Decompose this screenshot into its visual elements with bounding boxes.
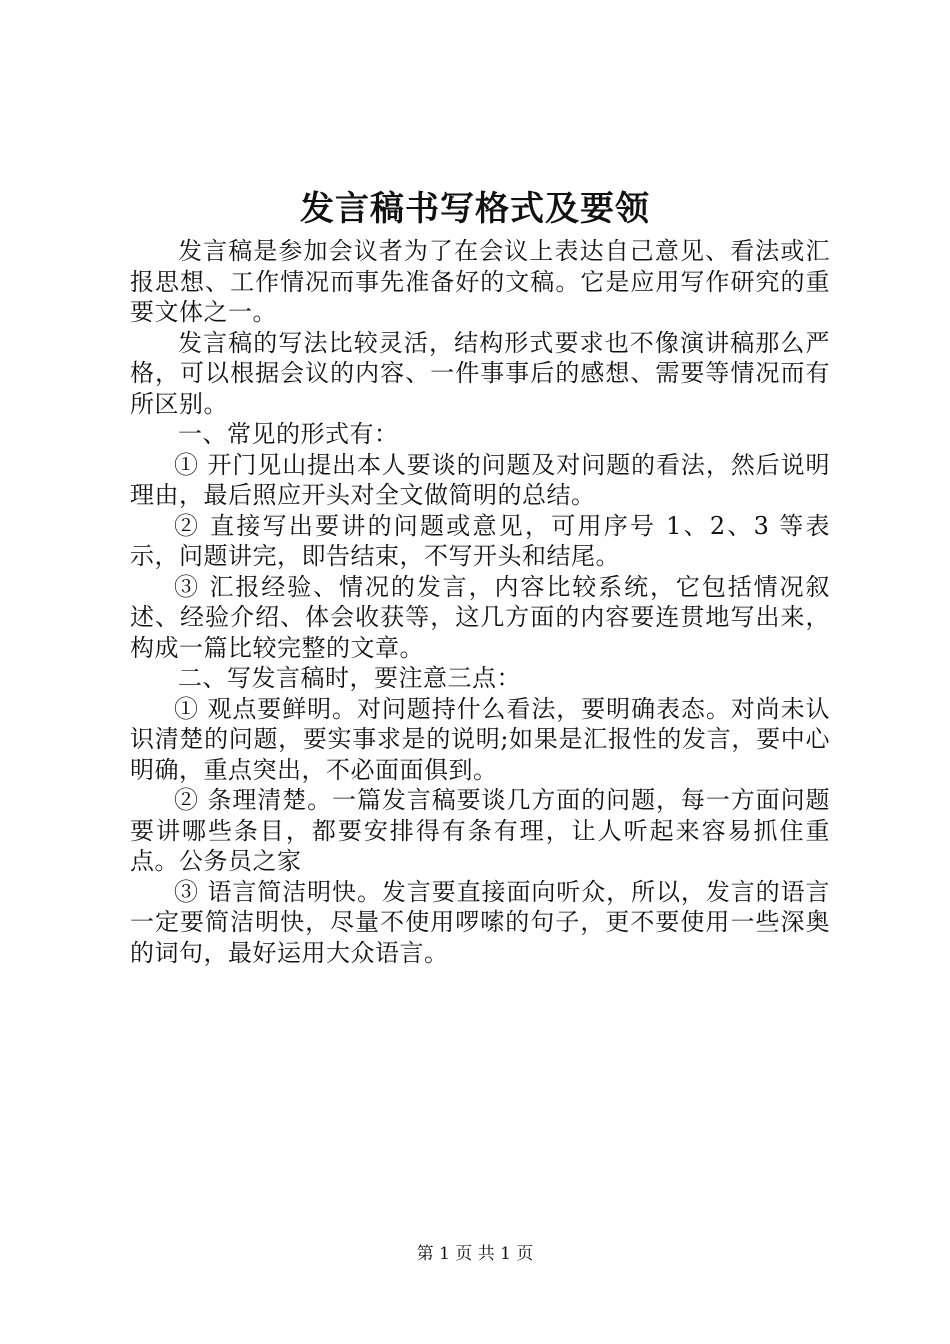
list-item-point-1: ① 观点要鲜明。对问题持什么看法，要明确表态。对尚未认识清楚的问题，要实事求是的说明;如果是汇报性的发言，要中心明确，重点突出，不必面面俱到。: [130, 694, 830, 784]
document-body: [130, 236, 830, 968]
list-item-point-3: ③ 语言简洁明快。发言要直接面向听众，所以，发言的语言一定要简洁明快，尽量不使用啰嗦的句子，更不要使用一些深奥的词句，最好运用大众语言。: [130, 877, 830, 967]
paragraph-flexibility: 发言稿的写法比较灵活，结构形式要求也不像演讲稿那么严格，可以根据会议的内容、一件事事后的感想、需要等情况而有所区别。: [130, 328, 830, 418]
list-item-form-2: ② 直接写出要讲的问题或意见，可用序号 1、2、3 等表示，问题讲完，即告结束，不写开头和结尾。: [130, 511, 830, 570]
section-heading-points: 二、写发言稿时，要注意三点：: [178, 664, 521, 692]
page-footer: 第 1 页 共 1 页: [416, 1244, 534, 1264]
paragraph-intro: 发言稿是参加会议者为了在会议上表达自己意见、看法或汇报思想、工作情况而事先准备好的文稿。它是应用写作研究的重要文体之一。: [130, 237, 830, 326]
section-heading-forms: 一、常见的形式有：: [178, 420, 399, 448]
list-item-point-2: ② 条理清楚。一篇发言稿要谈几方面的问题，每一方面问题要讲哪些条目，都要安排得有条有理，让人听起来容易抓住重点。公务员之家: [130, 786, 830, 875]
list-item-form-3: ③ 汇报经验、情况的发言，内容比较系统，它包括情况叙述、经验介绍、体会收获等，这几方面的内容要连贯地写出来，构成一篇比较完整的文章。: [130, 572, 830, 662]
list-item-form-1: ① 开门见山提出本人要谈的问题及对问题的看法，然后说明理由，最后照应开头对全文做简明的总结。: [130, 450, 830, 509]
document-title: 发言稿书写格式及要领: [300, 189, 650, 229]
